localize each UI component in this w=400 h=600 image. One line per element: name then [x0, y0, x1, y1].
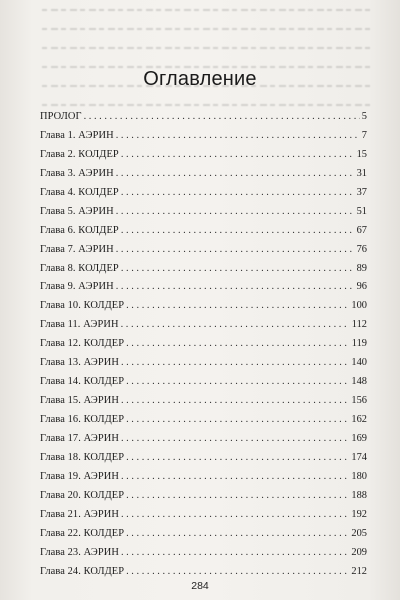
toc-entry-label: Глава 1. АЭРИН: [40, 129, 114, 141]
toc-entry-page: 162: [351, 414, 367, 425]
toc-entry-label: Глава 2. КОЛДЕР: [40, 148, 119, 160]
dot-leader: [121, 222, 355, 241]
toc-entry-label: Глава 6. КОЛДЕР: [40, 224, 119, 236]
toc-list: [40, 108, 367, 581]
toc-entry: [40, 146, 367, 165]
toc-entry-page: 169: [351, 432, 367, 444]
toc-entry-label: Глава 21. АЭРИН: [40, 508, 119, 520]
toc-entry-page: 174: [351, 451, 367, 463]
toc-entry: [40, 544, 367, 563]
toc-entry-label: Глава 12. КОЛДЕР: [40, 338, 125, 350]
toc-entry-label: Глава 7. АЭРИН: [40, 243, 114, 255]
dot-leader: [116, 278, 355, 297]
toc-entry-page: 205: [351, 527, 367, 539]
toc-entry: [40, 392, 367, 411]
show-through-text: [40, 0, 370, 108]
toc-entry-label: Глава 23. АЭРИН: [40, 546, 119, 558]
toc-entry: [40, 278, 367, 297]
toc-entry-label: Глава 4. КОЛДЕР: [40, 186, 119, 198]
toc-entry-label: Глава 22. КОЛДЕР: [40, 527, 125, 539]
toc-entry: [40, 563, 367, 582]
toc-entry: [40, 506, 367, 525]
toc-entry-label: Глава 5. АЭРИН: [40, 205, 114, 217]
dot-leader: [121, 354, 349, 373]
dot-leader: [84, 108, 360, 127]
toc-entry-page: 96: [356, 281, 367, 293]
toc-entry: [40, 430, 367, 449]
dot-leader: [126, 563, 349, 582]
toc-entry: [40, 449, 367, 468]
toc-entry-page: 76: [356, 243, 367, 255]
toc-entry-page: 148: [351, 376, 367, 388]
toc-entry: [40, 354, 367, 373]
toc-entry-page: 156: [351, 395, 367, 407]
dot-leader: [121, 316, 350, 335]
dot-leader: [126, 487, 349, 506]
toc-entry-label: Глава 13. АЭРИН: [40, 357, 119, 369]
toc-entry-page: 180: [351, 470, 367, 482]
toc-entry-label: Глава 3. АЭРИН: [40, 167, 114, 179]
toc-entry-page: 5: [361, 111, 367, 122]
toc-entry-page: 212: [351, 565, 367, 577]
toc-entry: [40, 297, 367, 316]
dot-leader: [126, 411, 349, 430]
toc-entry-page: 209: [351, 546, 367, 558]
toc-entry-label: Глава 8. КОЛДЕР: [40, 262, 119, 274]
dot-leader: [121, 506, 349, 525]
toc-entry-page: 15: [356, 148, 367, 160]
toc-entry: [40, 241, 367, 260]
toc-entry: [40, 335, 367, 354]
toc-entry-label: Глава 10. КОЛДЕР: [40, 300, 125, 312]
toc-entry-page: 140: [351, 357, 367, 369]
toc-entry-label: Глава 14. КОЛДЕР: [40, 376, 125, 388]
toc-entry: [40, 108, 367, 127]
dot-leader: [116, 203, 355, 222]
toc-entry: [40, 411, 367, 430]
toc-entry-page: 7: [361, 129, 367, 141]
dot-leader: [116, 165, 355, 184]
toc-entry-label: Глава 20. КОЛДЕР: [40, 489, 125, 501]
toc-entry: [40, 316, 367, 335]
toc-entry-page: 51: [356, 205, 367, 217]
toc-entry: [40, 468, 367, 487]
dot-leader: [121, 544, 349, 563]
toc-entry-label: Глава 15. АЭРИН: [40, 395, 119, 407]
toc-entry-page: 112: [351, 319, 367, 331]
toc-entry-page: 89: [356, 262, 367, 274]
dot-leader: [121, 184, 355, 203]
toc-title: Оглавление: [143, 68, 257, 90]
toc-entry-label: Глава 18. КОЛДЕР: [40, 451, 125, 463]
toc-entry-label: Глава 9. АЭРИН: [40, 281, 114, 293]
dot-leader: [126, 373, 349, 392]
toc-entry-label: Глава 11. АЭРИН: [40, 319, 119, 331]
dot-leader: [121, 468, 349, 487]
dot-leader: [121, 430, 349, 449]
dot-leader: [121, 392, 349, 411]
toc-entry: [40, 184, 367, 203]
toc-entry-label: Глава 24. КОЛДЕР: [40, 565, 125, 577]
toc-entry: [40, 203, 367, 222]
toc-entry: [40, 525, 367, 544]
toc-entry-page: 188: [351, 489, 367, 501]
toc-entry: [40, 127, 367, 146]
dot-leader: [126, 525, 349, 544]
toc-entry-page: 119: [351, 338, 367, 350]
dot-leader: [121, 260, 355, 279]
dot-leader: [126, 449, 349, 468]
dot-leader: [121, 146, 355, 165]
toc-entry-page: 31: [356, 167, 367, 179]
dot-leader: [116, 241, 355, 260]
toc-entry-page: 67: [356, 224, 367, 236]
toc-entry: [40, 165, 367, 184]
toc-entry: [40, 222, 367, 241]
toc-entry-page: 37: [356, 186, 367, 198]
toc-entry: [40, 373, 367, 392]
toc-entry: [40, 260, 367, 279]
page-number: 284: [191, 580, 209, 592]
toc-entry-page: 100: [351, 300, 367, 312]
dot-leader: [126, 335, 350, 354]
toc-entry: [40, 487, 367, 506]
toc-entry-label: Глава 19. АЭРИН: [40, 470, 119, 482]
toc-entry-label: Глава 17. АЭРИН: [40, 432, 119, 444]
toc-entry-label: Глава 16. КОЛДЕР: [40, 414, 125, 425]
dot-leader: [116, 127, 360, 146]
toc-entry-label: ПРОЛОГ: [40, 111, 82, 122]
dot-leader: [126, 297, 349, 316]
toc-entry-page: 192: [351, 508, 367, 520]
